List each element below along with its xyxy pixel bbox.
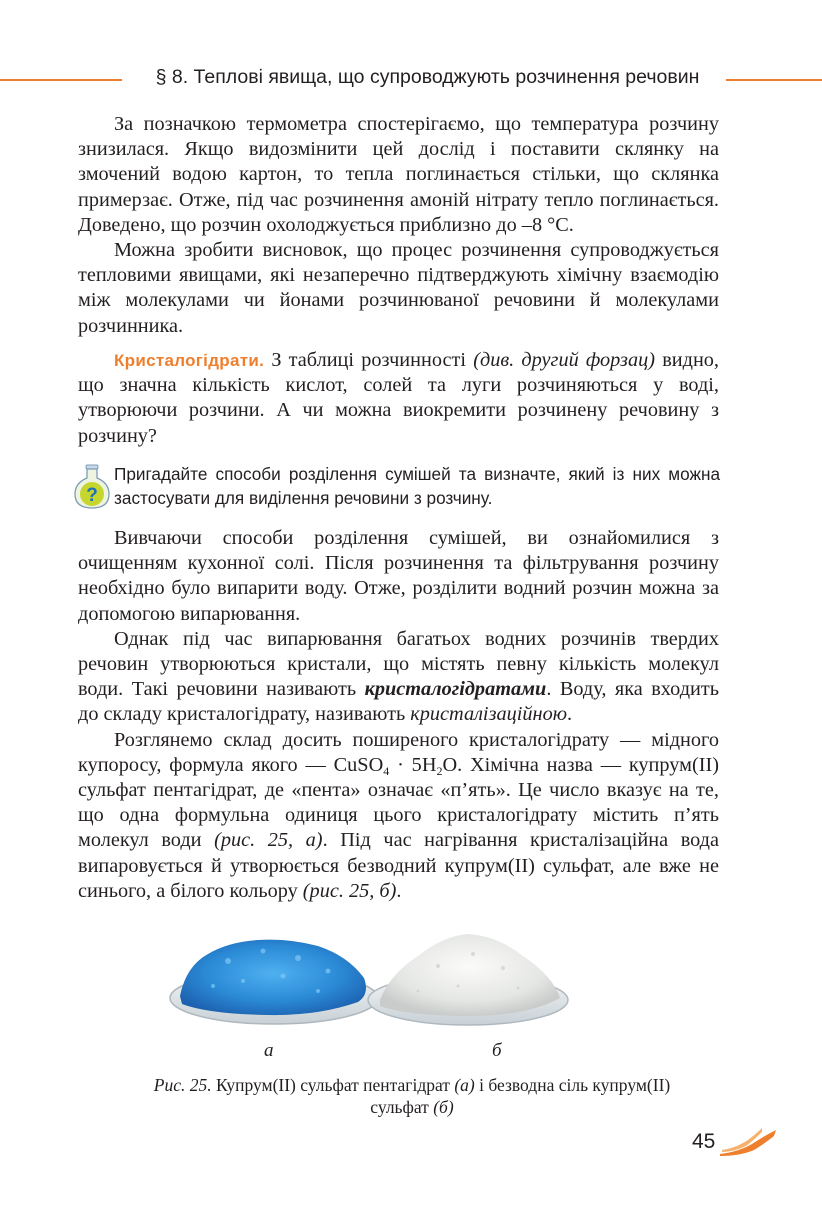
- figure-caption: [140, 1074, 684, 1118]
- caption-ref-a: (а): [454, 1075, 475, 1095]
- definition-text-1: Однак під час випарювання багатьох водних розчинів твердих речовин утворюються кристали, що містять певну кількість молекул води. Такі речовини називають: [78, 627, 719, 701]
- figure-label-b: б: [492, 1040, 502, 1061]
- definition-text-3: .: [567, 703, 573, 726]
- header-title: § 8. Теплові явища, що супроводжують розчинення речовин: [155, 66, 700, 88]
- section-intro: [78, 348, 719, 449]
- header-rule-right: [726, 79, 822, 81]
- page-number: 45: [692, 1130, 716, 1153]
- paragraph-thermometer: За позначкою термометра спостерігаємо, що температура розчину знизилася. Якщо видозмінити цей дослід і поставити склянку на змочений водою картон, то тепла поглинається стільки, що склянка примерзає. Отже, під час розчинення амоній нітрату тепло поглинається. Доведено, що розчин охолоджується приблизно до –8 °C.: [78, 113, 719, 236]
- question-block: [72, 458, 722, 518]
- paragraph-copper-sulfate: [78, 728, 719, 904]
- formula-text-5: .: [396, 879, 402, 902]
- header-rule-left: [0, 79, 122, 81]
- paragraph-definition: [78, 627, 719, 728]
- section-term: Кристалогідрати.: [114, 351, 265, 370]
- formula-text-1: Розглянемо склад досить поширеного кристалогідрату — мідного купоросу, формула якого — CuSO: [78, 728, 719, 776]
- page-header: [0, 62, 822, 92]
- formula-text-2: · 5H: [389, 753, 437, 776]
- section-ref: (див. другий форзац): [473, 349, 656, 371]
- formula-text-4: . Під час нагрівання кристалізаційна вода випаровується й утворюється безводний купрум(II) сульфат, але вже не синього, а білого кольору: [78, 829, 720, 902]
- definition-text-2: . Воду, яка входить до складу кристалогідрату, називають: [78, 678, 719, 726]
- question-flask-icon: [72, 464, 112, 510]
- svg-text:?: ?: [86, 485, 98, 506]
- formula-text-3: O. Хімічна назва — купрум(II) сульфат пентагідрат, де «пента» означає «п’ять». Це число вказує на те, що одна формульна одиниця цього кристалогідрату містить п’ять молекул води: [78, 753, 719, 852]
- white-powder: [380, 934, 560, 1016]
- main-paragraphs: [78, 526, 719, 904]
- question-text: Пригадайте способи розділення сумішей та визначте, який із них можна застосувати для виділення речовини з розчину.: [114, 464, 720, 508]
- section-text-1: З таблиці розчинності: [264, 349, 474, 371]
- term-crystallohydrates: кристалогідратами: [364, 678, 547, 701]
- section-crystallohydrates: [78, 348, 719, 449]
- caption-prefix: Рис. 25.: [153, 1075, 212, 1095]
- formula-subscript-2: 2: [436, 763, 443, 778]
- caption-text-a: Купрум(II) сульфат пентагідрат: [211, 1075, 455, 1095]
- intro-paragraphs: [78, 112, 719, 339]
- caption-ref-b: (б): [433, 1097, 454, 1117]
- paragraph-separation: Вивчаючи способи розділення сумішей, ви ознайомилися з очищенням кухонної солі. Після розчинення та фільтрування розчину необхідно було випарити воду. Отже, розділити водний розчин можна за допомогою випарювання.: [78, 527, 719, 625]
- paragraph-conclusion: Можна зробити висновок, що процес розчинення супроводжується тепловими явищами, які незаперечно підтверджують хімічну взаємодію між молекулами чи йонами розчинюваної речовини й молекулами розчинника.: [78, 239, 719, 337]
- formula-subscript-4: 4: [383, 763, 390, 778]
- section-text-2: видно, що значна кількість кислот, солей та луги розчиняються у воді, утворюючи розчини. А чи можна виокремити розчинену речовину з розчину?: [78, 349, 720, 447]
- figure-25-photo: [168, 916, 570, 1028]
- figure-ref-b: (рис. 25, б): [302, 879, 397, 902]
- term-crystallization: кристалізаційною: [410, 703, 568, 726]
- figure-ref-a: (рис. 25, а): [214, 829, 323, 852]
- page-corner-decoration: [718, 1128, 778, 1158]
- figure-label-a: а: [264, 1040, 274, 1061]
- caption-text-b: і безводна сіль купрум(II) сульфат: [370, 1075, 671, 1117]
- blue-crystals: [180, 940, 366, 1015]
